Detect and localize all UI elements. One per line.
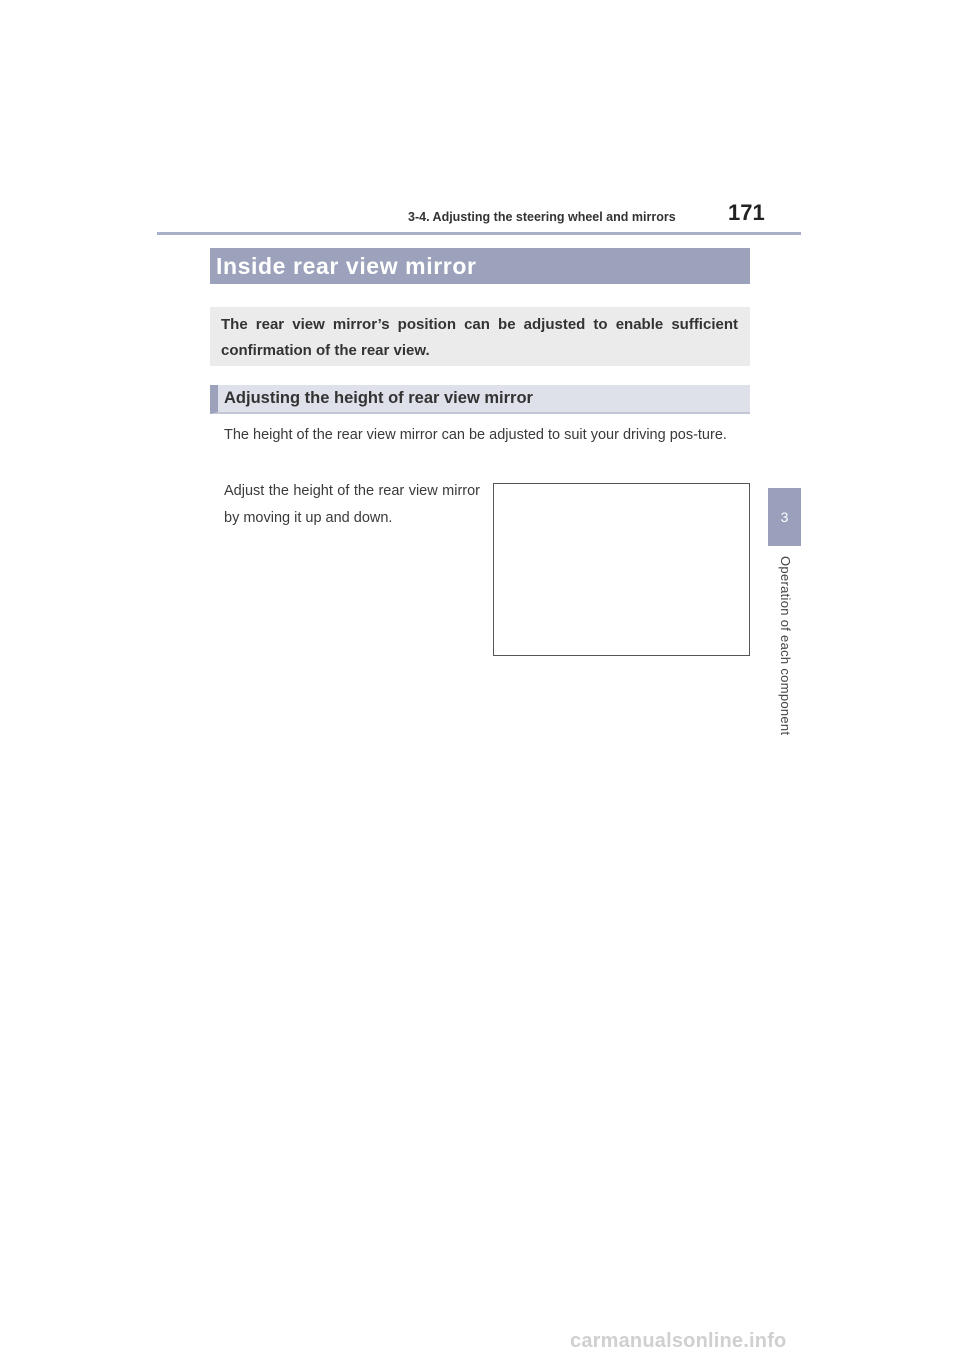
intro-box: The rear view mirror’s position can be adjusted to enable sufficient confirmation of the rear view. xyxy=(210,307,750,366)
chapter-tab-label: Operation of each component xyxy=(778,556,793,736)
watermark: carmanualsonline.info xyxy=(570,1330,787,1352)
page-title: Inside rear view mirror xyxy=(216,252,477,279)
header-divider xyxy=(157,232,801,235)
title-bar xyxy=(210,248,750,284)
page-number: 171 xyxy=(728,200,765,225)
body-paragraph-2: Adjust the height of the rear view mirror by moving it up and down. xyxy=(224,483,480,526)
body-paragraph-1: The height of the rear view mirror can be adjusted to suit your driving pos-ture. xyxy=(224,427,727,443)
chapter-tab-number: 3 xyxy=(768,488,801,546)
section-header: 3-4. Adjusting the steering wheel and mirrors xyxy=(408,210,676,224)
illustration-frame xyxy=(493,483,750,656)
subheading: Adjusting the height of rear view mirror xyxy=(210,385,750,414)
